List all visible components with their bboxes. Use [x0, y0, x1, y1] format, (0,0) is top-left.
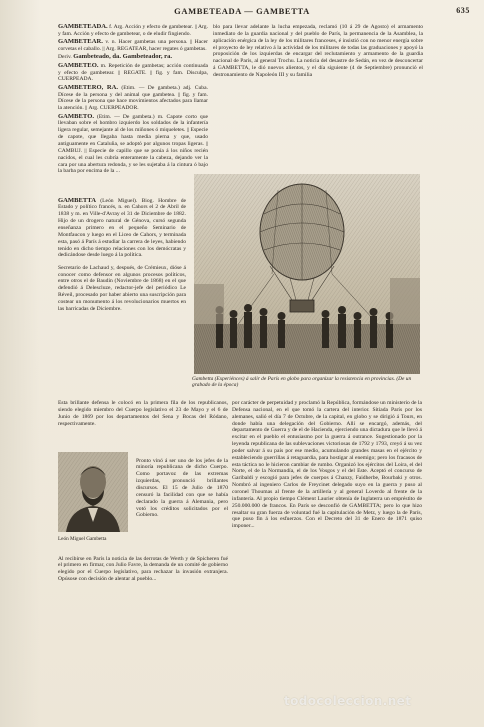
entry-text: m. Repetición de gambetas; acción continuada y efecto de gambetear. || REGATE. || fig. y fam. Disculpa, CUERPEADA.	[58, 62, 208, 83]
body-text: Al recibirse en París la noticia de las derrotas de Werth y de Spicheren fué el primero en firmar, con Julio Favre, la demanda de un comité de gobierno elegido por el Cuerpo legislativo, para rechazar la invasión extranjera. Opúsose con decisión de alentar al pueblo...	[58, 555, 228, 583]
entry-gambetear	[58, 39, 208, 53]
portrait-image	[58, 452, 128, 532]
headword: GAMBETERO, RA.	[58, 83, 119, 91]
portrait-icon	[58, 452, 128, 532]
figure-caption: Gambetta (Experiénces) á salir de París en globo para organizar la resistencia en provincias. (De un grabado de la época)	[192, 376, 412, 389]
text-beside-portrait	[136, 452, 228, 548]
watermark: todocoleccion.net	[284, 694, 412, 708]
entry-gambeteo	[58, 63, 208, 84]
entry-text: Deriv.	[58, 54, 72, 61]
headword: Gambeteado, da. Gambeteador, ra.	[73, 53, 173, 61]
left-column-entries	[58, 24, 208, 190]
balloon-illustration-icon	[194, 174, 420, 374]
entry-gambeteada	[58, 24, 208, 38]
lower-left-column	[58, 400, 228, 452]
body-text: Secretario de Lachaud y, después, de Crémieux, dióse á conocer como defensor en algunos procesos políticos, entre otros el de Baudin (Noviembre de 1868) en el que defendió á Delescluze, redactor-jefe del periódico Le Réveil, procesado por haber abierto una suscripción para costear un monumento á los revolucionarios muertos en las barricadas de Diciembre.	[58, 264, 186, 312]
body-text: blo para llevar adelante la lucha empezada, reclamó (10 á 29 de Agosto) el armamento inmediato de la guardia nacional y del pueblo de París, la permanencia de la Asamblea, la aplicación enérgica de la ley de los militares franceses, é insistió con no menor energía sobre el proyecto de ley relativo á la actividad de los militares de todas las graduaciones y apoyó la proposición de los izquierdas de encargar del reclutamiento y armamento de la guardia nacional de París, al general Trochu. La noticia del desastre de Sedán, en vez de desconcertar á GAMBETTA, le dió nuevos alientos, y el día siguiente (4 de Septiembre) pronunció el destronamiento de Napoleón III y su familia	[213, 24, 423, 78]
entry-text: (Etim. — De gambeta.) m. Capote corto que llevaban sobre el hombro izquierdo los soldados de la infantería ligera regular, semejante al de los miñones ó miqueletes. || Especie de capote, que llegaba hasta media pierna y que, usado antiguamente en Cataluña, se adoptó por algunos tropas ligeras. || CAMBUJ. || Especie de capillo que se ponía á los niños recién nacidos, el cual les cubría enteramente la cabeza, dejando ver la cara por una abertura redonda, y se les sujetaba á la cintura ó bajo la barba por encima de la ...	[58, 113, 208, 175]
running-head	[14, 6, 470, 20]
balloon-engraving-image	[194, 174, 420, 374]
entry-text: f. Arg. Acción y efecto de gambetear. || Arg. y fam. Acción y efecto de gambetear, o de eludir fingiendo.	[58, 24, 208, 37]
entry-text: v. n. Hacer gambetas una persona. || Hacer corvetas el caballo. || Arg. REGATEAR, hacer regates ó gambetas.	[58, 39, 208, 53]
headword-name: (León Miguel).	[100, 197, 138, 204]
headword: GAMBETO.	[58, 112, 94, 120]
gambetta-entry	[58, 192, 186, 387]
right-column-top	[213, 24, 423, 176]
page-number: 635	[456, 6, 470, 15]
balloon-engraving-figure	[190, 174, 422, 396]
bottom-left-column	[58, 550, 228, 686]
body-text: Pronto vinó á ser uno de los jefes de la minoría republicana de dicho Cuerpo. Como portavoz de las extremas izquierdas, pronunció brillantes discursos. El 15 de Julio de 1870 censuró la facilidad con que se había declarado la guerra á Alemania, pero votó los créditos solicitados por el Gobierno.	[136, 457, 228, 519]
headword: GAMBETEADA.	[58, 24, 108, 30]
portrait-caption: León Miguel Gambetta	[58, 536, 107, 542]
entry-gambeteado	[58, 54, 208, 61]
entry-gambetero	[58, 85, 208, 112]
lower-right-column	[232, 400, 422, 686]
body-text: Esta brillante defensa le colocó en la primera fila de los republicanos, siendo elegido miembro del Cuerpo legislativo el 23 de Mayo y el 6 de Junio de 1869 por los departamentos del Sena y Bocas del Ródano, respectivamente.	[58, 400, 228, 427]
body-text: por carácter de perpetuidad y proclamó la República, formándose un ministerio de la Defensa nacional, en el que tomó la cartera del interior. Sitiada París por los alemanes, salió el día 7 de Octubre, de la capital, en globo y se dirigió á Tours, en donde había una delegación del Gobierno. Allí se encargó, además, del departamento de Guerra y de el de Hacienda, ejerciendo una dictadura que le llevó á excitar en el pueblo el entusiasmo por la guerra á outrance. Sugestionado por la leyenda republicana de las sublevaciones victoriosas de 1792 y 1793, creyó á su vez poder salvar á su país por ese medio, acumulando grandes masas en el ejército y estableciendo guerrillas á retaguardia, para hostigar al enemigo; pero los fracasos de esta táctica no le hicieron cambiar de rumbo. Organizó los ejércitos del Loira, el del Norte, el de la Normandía, el de los Vosgos y el del Este. Aceptó el concurso de Garibaldi y escogió para jefes de cuerpos á Chanzy, Faidherbe, Bourbaki y otros. Nombró al ingeniero Carlos de Freycinet delegado suyo en la guerra y puso al coronel Thoumas al frente de la artillería y al general Loverdo al frente de la infantería. Al propio tiempo Clément Laurier obtenía de Inglaterra un empréstito de 250.000.000 de francos. En París se desconfió de GAMBETTA; pero lo que hizo resaltar su gran fuerza de voluntad fué la capitulación de Metz, y luego la de París, que puso fin á los esfuerzos. Con el Decreto del 31 de Enero de 1871 quiso imponer...	[232, 400, 422, 530]
headword: GAMBETTA	[58, 196, 96, 204]
running-head-title: GAMBETEADA — GAMBETTA	[174, 6, 310, 16]
headword: GAMBETEO.	[58, 61, 99, 69]
headword: GAMBETEAR.	[58, 38, 103, 46]
entry-gambetta	[58, 198, 186, 260]
page-margin-shadow	[0, 0, 40, 727]
entry-gambeto	[58, 114, 208, 176]
entry-text: Biog. Hombre de Estado y político francés, n. en Cahors el 2 de Abril de 1838 y m. en Ville-d'Avray el 31 de Diciembre de 1882. Hijo de un drogero natural de Génova, cursó segunda enseñanza primero en el pequeño Seminario de Montfaucon y luego en el Liceo de Cahors, y terminada esta, pasó á París á estudiar la carrera de leyes, habiendo tenido en dicho tiempo relaciones con los demócratas y dedicándose desde luego á la política.	[58, 197, 186, 259]
gambetta-portrait	[58, 452, 132, 544]
entry-text: (Etim. — De gambeta.) adj. Cuba. Dícese de la persona y del animal que gambetea. || fig. y fam. Dícese de la persona que hace movimientos afectados para llamar la atención. || Arg. CUERPEADOR.	[58, 84, 208, 112]
